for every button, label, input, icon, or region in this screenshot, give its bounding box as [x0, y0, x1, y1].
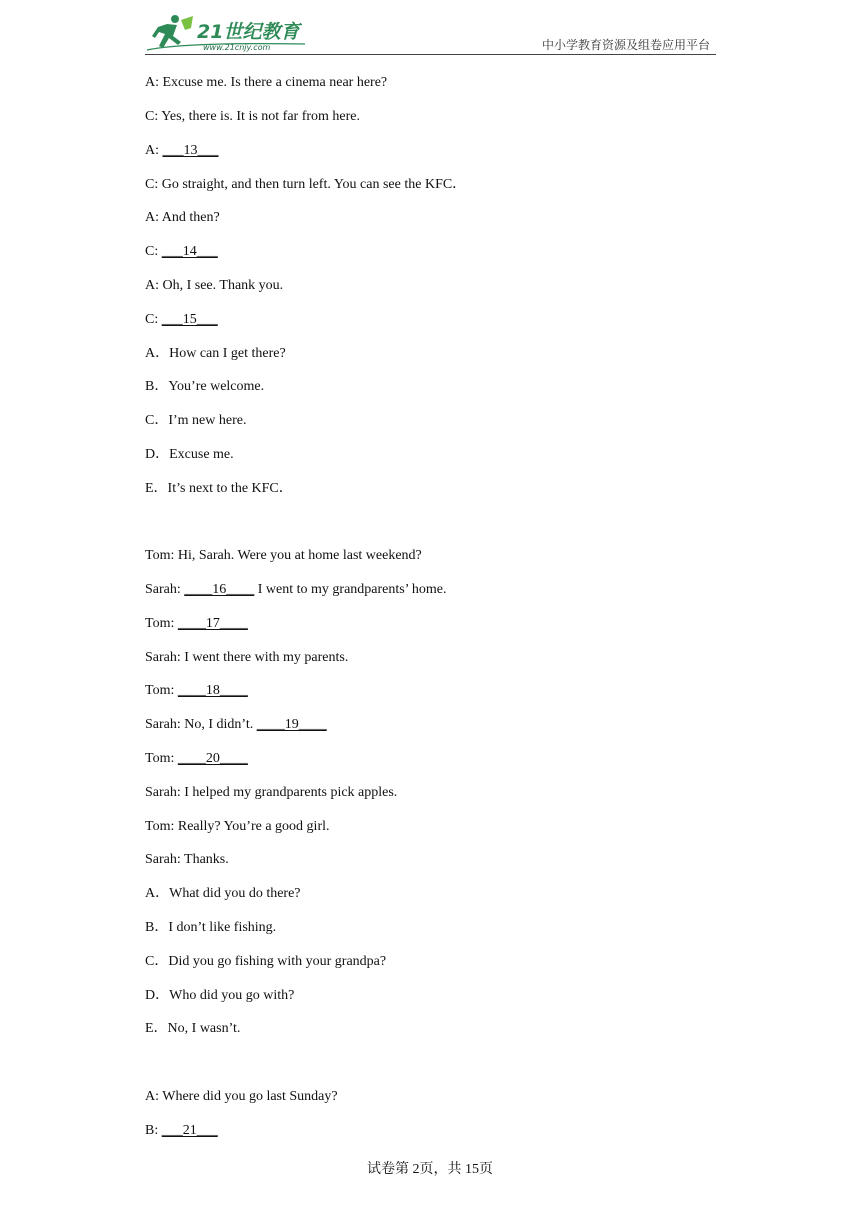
dialogue-line — [145, 142, 219, 160]
option-a: A．How can I get there? — [145, 346, 286, 361]
dialogue-line: Sarah: I helped my grandparents pick apples. — [145, 785, 398, 800]
logo-runner-icon — [145, 14, 315, 54]
speaker: C: — [145, 244, 162, 259]
answer-blank-18: ____18____ — [177, 683, 248, 698]
dialogue-line — [145, 682, 248, 700]
answer-blank-13: ___13___ — [162, 143, 219, 158]
line-text: Sarah: No, I didn’t. — [145, 717, 257, 732]
speaker: Tom: — [145, 683, 178, 698]
option-d: D．Excuse me. — [145, 447, 234, 462]
platform-name: 中小学教育资源及组卷应用平台 — [541, 38, 710, 52]
logo — [145, 14, 315, 54]
dialogue-line: C: Go straight, and then turn left. You can see the KFC． — [145, 177, 467, 192]
answer-blank-16: ____16____ — [184, 582, 255, 597]
option-d: D．Who did you go with? — [145, 988, 295, 1003]
dialogue-line — [145, 1122, 218, 1140]
dialogue-line — [145, 615, 248, 633]
dialogue-line: Sarah: I went there with my parents. — [145, 650, 349, 665]
line-text: I went to my grandparents’ home. — [254, 582, 447, 597]
dialogue-line: A: Oh, I see. Thank you. — [145, 278, 284, 293]
dialogue-line: A: And then? — [145, 210, 220, 225]
option-b: B．I don’t like fishing. — [145, 920, 277, 935]
dialogue-line — [145, 311, 218, 329]
dialogue-line: Tom: Hi, Sarah. Were you at home last weekend? — [145, 548, 422, 563]
answer-blank-17: ____17____ — [177, 616, 248, 631]
dialogue-line: C: Yes, there is. It is not far from here. — [145, 109, 361, 124]
option-e: E．No, I wasn’t. — [145, 1021, 241, 1036]
option-e: E．It’s next to the KFC． — [145, 481, 293, 496]
dialogue-line — [145, 750, 248, 768]
option-c: C．I’m new here. — [145, 413, 247, 428]
logo-title: 21世纪教育 — [197, 21, 300, 43]
option-b: B．You’re welcome. — [145, 379, 265, 394]
answer-blank-15: ___15___ — [161, 312, 218, 327]
answer-blank-19: ____19____ — [256, 717, 327, 732]
answer-blank-14: ___14___ — [161, 244, 218, 259]
dialogue-line: Tom: Really? You’re a good girl. — [145, 819, 330, 834]
page-header — [145, 14, 716, 56]
dialogue-line — [145, 581, 446, 599]
option-a: A．What did you do there? — [145, 886, 301, 901]
speaker: Sarah: — [145, 582, 185, 597]
dialogue-line: A: Where did you go last Sunday? — [145, 1089, 338, 1104]
speaker: Tom: — [145, 751, 178, 766]
dialogue-line: Sarah: Thanks. — [145, 852, 229, 867]
dialogue-line — [145, 243, 218, 261]
dialogue-line — [145, 716, 327, 734]
logo-url: www.21cnjy.com — [203, 43, 271, 52]
speaker: B: — [145, 1123, 162, 1138]
header-divider — [145, 54, 716, 55]
answer-blank-21: ___21___ — [161, 1123, 218, 1138]
dialogue-line: A: Excuse me. Is there a cinema near here? — [145, 75, 388, 90]
speaker: A: — [145, 143, 163, 158]
speaker: Tom: — [145, 616, 178, 631]
option-c: C．Did you go fishing with your grandpa? — [145, 954, 387, 969]
answer-blank-20: ____20____ — [177, 751, 248, 766]
speaker: C: — [145, 312, 162, 327]
page-number: 试卷第 2页，共 15页 — [367, 1162, 493, 1177]
